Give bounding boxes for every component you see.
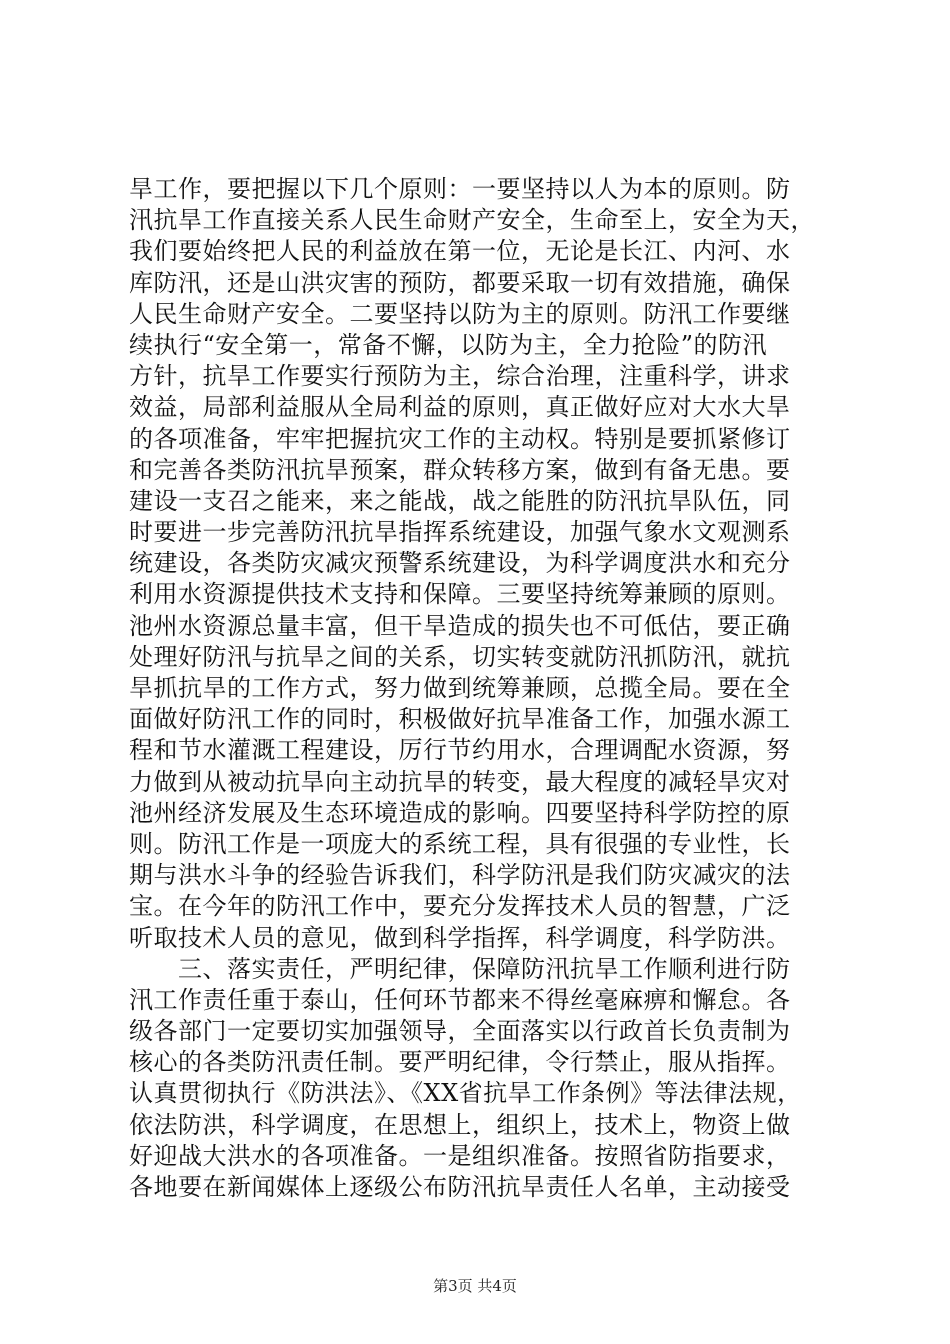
text-line: 和完善各类防汛抗旱预案，群众转移方案，做到有备无患。要 xyxy=(129,455,791,484)
text-line: 池州水资源总量丰富，但干旱造成的损失也不可低估，要正确 xyxy=(129,611,791,640)
text-line: 利用水资源提供技术支持和保障。三要坚持统筹兼顾的原则。 xyxy=(129,580,791,609)
body-text xyxy=(129,174,829,1203)
text-line: 力做到从被动抗旱向主动抗旱的转变，最大程度的减轻旱灾对 xyxy=(129,767,791,796)
text-line: 期与洪水斗争的经验告诉我们，科学防汛是我们防灾减灾的法 xyxy=(129,861,791,890)
text-line: 旱抓抗旱的工作方式，努力做到统筹兼顾，总揽全局。要在全 xyxy=(129,674,791,702)
text-line: 库防汛，还是山洪灾害的预防，都要采取一切有效措施，确保 xyxy=(129,268,791,297)
text-line: 效益，局部利益服从全局利益的原则，真正做好应对大水大旱 xyxy=(129,393,791,422)
text-line: 核心的各类防汛责任制。要严明纪律，令行禁止，服从指挥。 xyxy=(129,1048,791,1077)
text-line: 依法防洪，科学调度，在思想上，组织上，技术上，物资上做 xyxy=(129,1110,791,1139)
page-footer: 第3页 共4页 xyxy=(433,1277,517,1295)
text-line: 三、落实责任，严明纪律，保障防汛抗旱工作顺利进行防 xyxy=(129,954,791,983)
text-line: 处理好防汛与抗旱之间的关系，切实转变就防汛抓防汛，就抗 xyxy=(129,642,791,671)
text-line: 汛工作责任重于泰山，任何环节都来不得丝毫麻痹和懈怠。各 xyxy=(129,985,791,1014)
text-line: 方针，抗旱工作要实行预防为主，综合治理，注重科学，讲求 xyxy=(129,362,791,391)
text-line: 时要进一步完善防汛抗旱指挥系统建设，加强气象水文观测系 xyxy=(129,518,791,547)
text-line: 池州经济发展及生态环境造成的影响。四要坚持科学防控的原 xyxy=(129,798,791,827)
text-line: 汛抗旱工作直接关系人民生命财产安全，生命至上，安全为天， xyxy=(129,206,815,235)
text-line: 各地要在新闻媒体上逐级公布防汛抗旱责任人名单，主动接受 xyxy=(129,1173,791,1201)
text-line: 则。防汛工作是一项庞大的系统工程，具有很强的专业性，长 xyxy=(129,829,791,858)
text-line: 统建设，各类防灾减灾预警系统建设，为科学调度洪水和充分 xyxy=(129,549,791,578)
text-line: 建设一支召之能来，来之能战，战之能胜的防汛抗旱队伍，同 xyxy=(129,486,791,515)
text-line: 好迎战大洪水的各项准备。一是组织准备。按照省防指要求， xyxy=(129,1141,791,1170)
text-line: 旱工作，要把握以下几个原则：一要坚持以人为本的原则。防 xyxy=(129,175,791,203)
text-line: 续执行“安全第一，常备不懈，以防为主，全力抢险”的防汛 xyxy=(129,330,768,359)
text-line: 程和节水灌溉工程建设，厉行节约用水，合理调配水资源，努 xyxy=(129,736,791,765)
text-line: 听取技术人员的意见，做到科学指挥，科学调度，科学防洪。 xyxy=(129,923,791,952)
text-line: 的各项准备，牢牢把握抗灾工作的主动权。特别是要抓紧修订 xyxy=(129,424,791,453)
text-line: 宝。在今年的防汛工作中，要充分发挥技术人员的智慧，广泛 xyxy=(129,892,791,921)
text-line: 认真贯彻执行《防洪法》、《XX省抗旱工作条例》等法律法规， xyxy=(129,1079,802,1108)
text-line: 人民生命财产安全。二要坚持以防为主的原则。防汛工作要继 xyxy=(129,299,791,328)
text-line: 级各部门一定要切实加强领导，全面落实以行政首长负责制为 xyxy=(129,1017,791,1046)
text-line: 面做好防汛工作的同时，积极做好抗旱准备工作，加强水源工 xyxy=(129,705,791,734)
text-line: 我们要始终把人民的利益放在第一位，无论是长江、内河、水 xyxy=(129,237,791,266)
